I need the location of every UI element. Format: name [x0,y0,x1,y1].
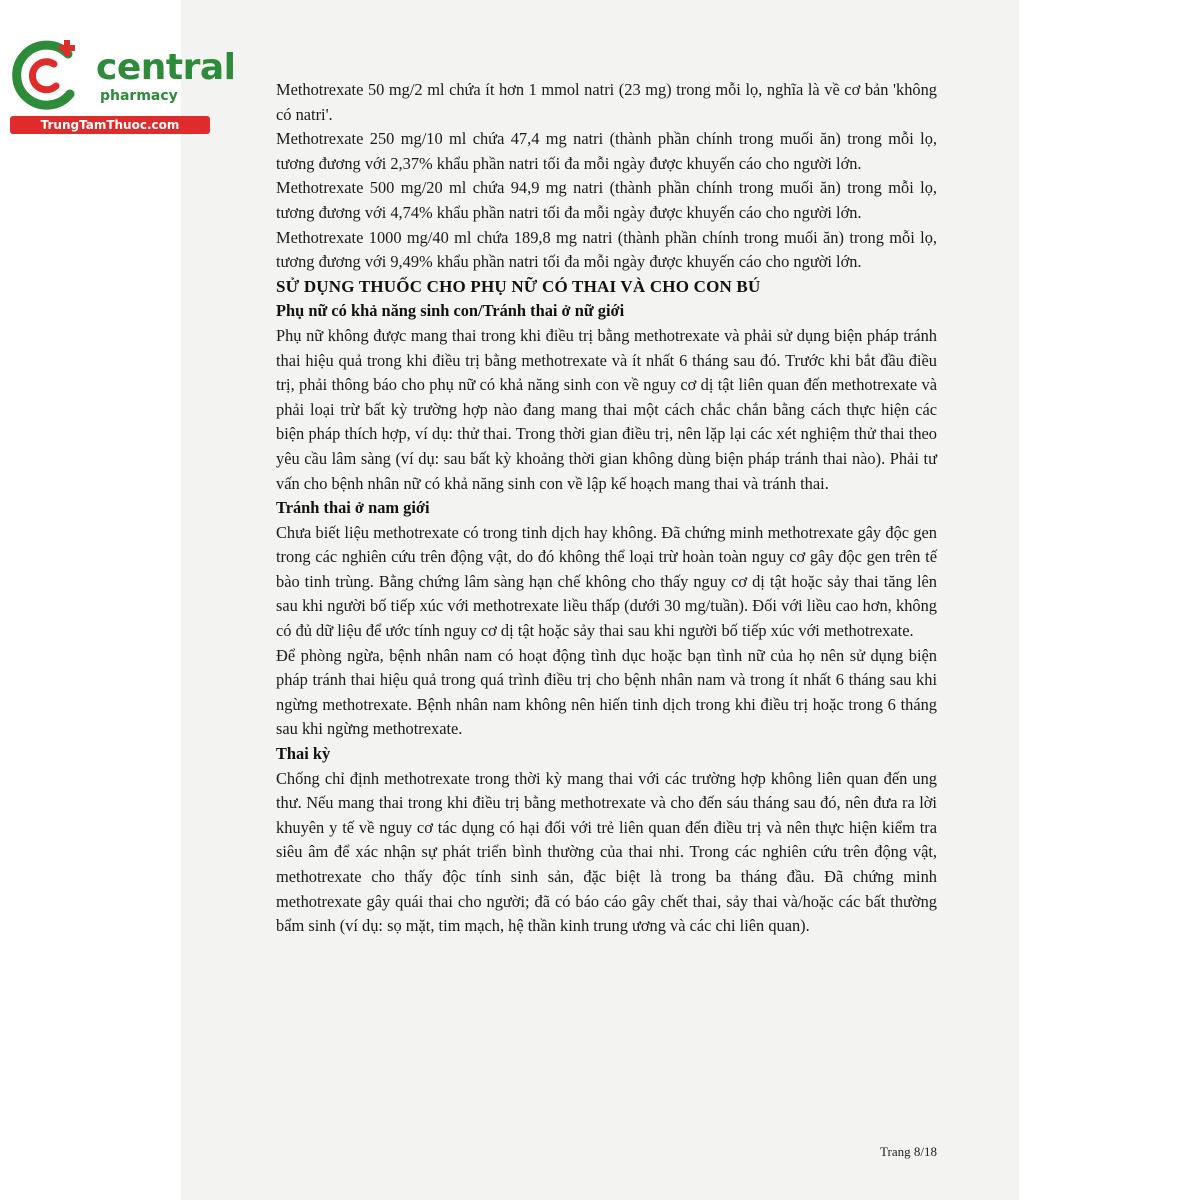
subsection-title-men: Tránh thai ở nam giới [276,498,430,518]
paragraph-pregnancy: Chống chỉ định methotrexate trong thời kỳ mang thai với các trường hợp không liên quan đến ung thư. Nếu mang thai trong khi điều trị bằng methotrexate và cho đến sáu tháng sau đó, nên đưa ra lời khuyên y tế về nguy cơ tác dụng có hại đối với trẻ liên quan đến điều trị và nên thực hiện kiểm tra siêu âm để xác nhận sự phát triển bình thường của thai nhi. Trong các nghiên cứu trên động vật, methotrexate cho thấy độc tính sinh sản, đặc biệt là trong ba tháng đầu. Đã chứng minh methotrexate gây quái thai cho người; đã có báo cáo gây chết thai, sảy thai và/hoặc các bất thường bẩm sinh (ví dụ: sọ mặt, tim mạch, hệ thần kinh trung ương và các chi liên quan). [276,768,937,936]
sodium-paragraph-1: Methotrexate 50 mg/2 ml chứa ít hơn 1 mmol natri (23 mg) trong mỗi lọ, nghĩa là về cơ bản 'không có natri'. [276,80,937,124]
logo-brand-text: central [96,47,236,88]
logo-url-badge: TrungTamThuoc.com [10,116,210,134]
paragraph-men-2: Để phòng ngừa, bệnh nhân nam có hoạt động tình dục hoặc bạn tình nữ của họ nên sử dụng biện pháp tránh thai hiệu quả trong quá trình điều trị cho bệnh nhân nam và trong ít nhất 6 tháng sau khi ngừng methotrexate. Bệnh nhân nam không nên hiến tinh dịch trong khi điều trị hoặc trong 6 tháng sau khi ngừng methotrexate. [276,645,937,739]
subsection-title-pregnancy: Thai kỳ [276,744,331,764]
central-pharmacy-logo-icon [10,38,86,112]
sodium-paragraph-3: Methotrexate 500 mg/20 ml chứa 94,9 mg natri (thành phần chính trong muối ăn) trong mỗi lọ, tương đương với 4,74% khẩu phần natri tối đa mỗi ngày được khuyến cáo cho người lớn. [276,178,937,222]
sodium-paragraph-2: Methotrexate 250 mg/10 ml chứa 47,4 mg natri (thành phần chính trong muối ăn) trong mỗi lọ, tương đương với 2,37% khẩu phần natri tối đa mỗi ngày được khuyến cáo cho người lớn. [276,129,937,173]
sodium-paragraph-4: Methotrexate 1000 mg/40 ml chứa 189,8 mg natri (thành phần chính trong muối ăn) trong mỗi lọ, tương đương với 9,49% khẩu phần natri tối đa mỗi ngày được khuyến cáo cho người lớn. [276,227,937,272]
pharmacy-logo [10,38,236,138]
paragraph-men-1: Chưa biết liệu methotrexate có trong tinh dịch hay không. Đã chứng minh methotrexate gây độc gen trong các nghiên cứu trên động vật, do đó không thể loại trừ hoàn toàn nguy cơ gây độc gen trên tế bào tinh trùng. Bằng chứng lâm sàng hạn chế không cho thấy nguy cơ dị tật hoặc sảy thai tăng lên sau khi người bố tiếp xúc với methotrexate liều thấp (dưới 30 mg/tuần). Đối với liều cao hơn, không có đủ dữ liệu để ước tính nguy cơ dị tật hoặc sảy thai sau khi người bố tiếp xúc với methotrexate. [276,522,937,641]
logo-subtitle: pharmacy [100,88,178,104]
section-title: SỬ DỤNG THUỐC CHO PHỤ NỮ CÓ THAI VÀ CHO CON BÚ [276,276,761,296]
document-content [276,78,937,939]
subsection-title-women: Phụ nữ có khả năng sinh con/Tránh thai ở nữ giới [276,301,625,321]
page-number: Trang 8/18 [880,1144,937,1159]
paragraph-women: Phụ nữ không được mang thai trong khi điều trị bằng methotrexate và phải sử dụng biện pháp tránh thai hiệu quả trong khi điều trị bằng methotrexate và ít nhất 6 tháng sau đó. Trước khi bắt đầu điều trị, phải thông báo cho phụ nữ có khả năng sinh con về nguy cơ dị tật liên quan đến methotrexate và phải loại trừ bất kỳ trường hợp nào đang mang thai một cách chắc chắn bằng cách thực hiện các biện pháp thích hợp, ví dụ: thử thai. Trong thời gian điều trị, nên lặp lại các xét nghiệm thử thai theo yêu cầu lâm sàng (ví dụ: sau bất kỳ khoảng thời gian không dùng biện pháp tránh thai nào). Phải tư vấn cho bệnh nhân nữ có khả năng sinh con về lập kế hoạch mang thai và tránh thai. [276,325,937,493]
